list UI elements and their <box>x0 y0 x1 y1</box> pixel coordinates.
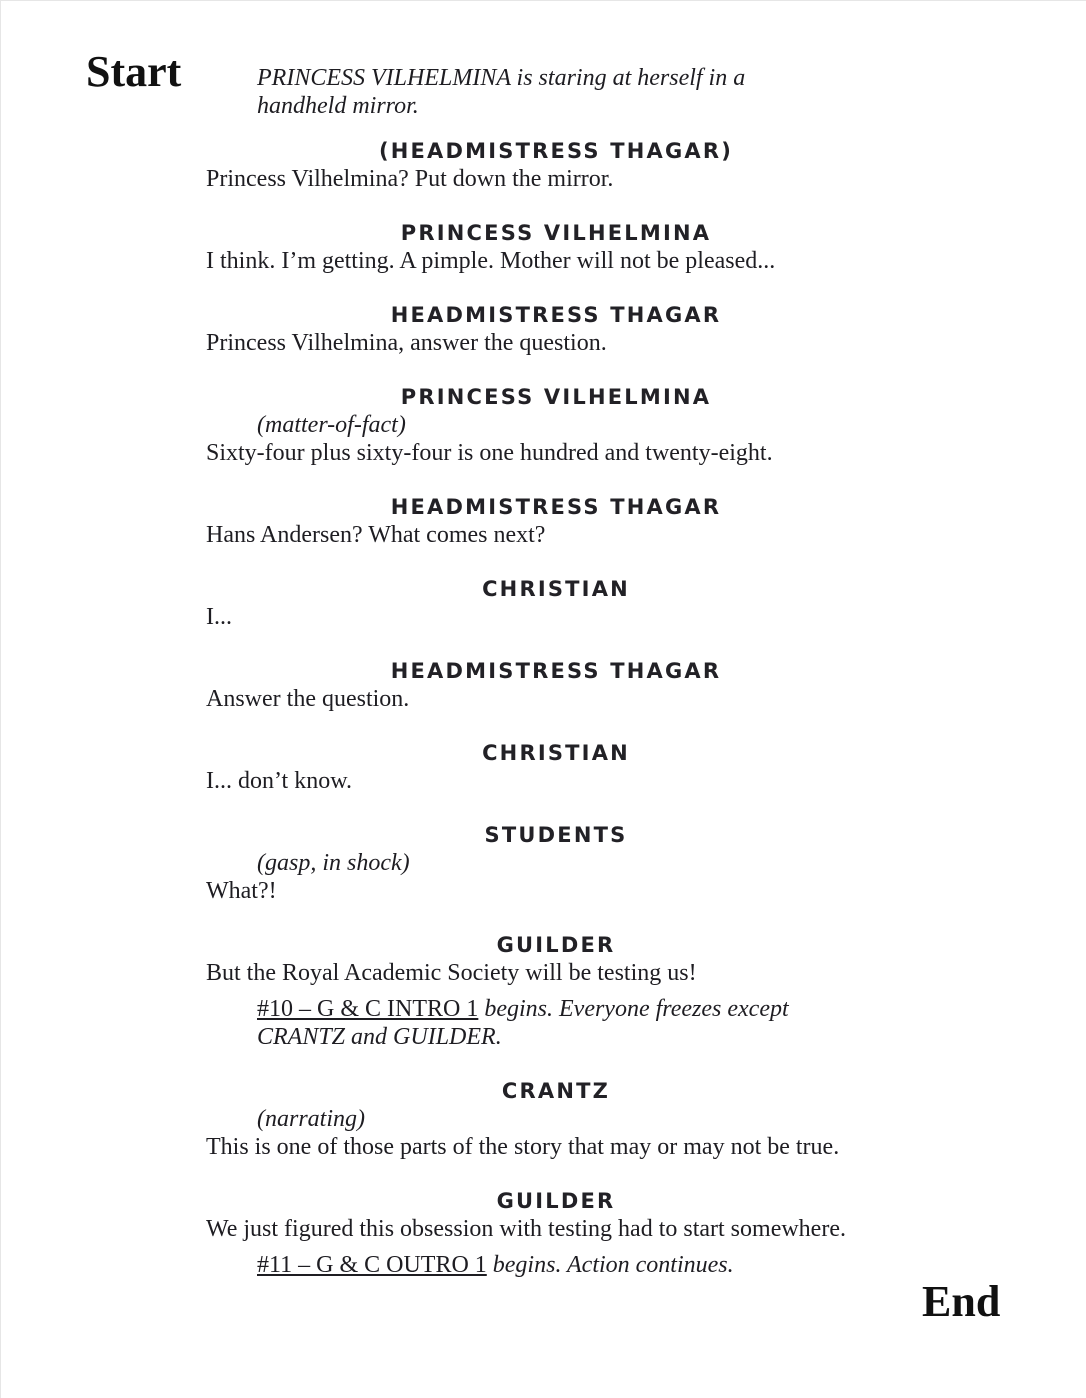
character-cue: CRANTZ <box>501 1079 611 1103</box>
dialogue-line: We just figured this obsession with testing had to start somewhere. <box>206 1216 846 1242</box>
music-cue-ref: #10 – G & C INTRO 1 <box>257 996 479 1022</box>
character-cue: GUILDER <box>496 1189 616 1213</box>
character-cue: HEADMISTRESS THAGAR <box>390 303 722 327</box>
dialogue-block <box>206 219 906 275</box>
stage-direction-intro: PRINCESS VILHELMINA is staring at herself in a handheld mirror. <box>257 65 746 119</box>
dialogue-block <box>206 739 906 795</box>
script-body <box>206 137 906 1305</box>
dialogue-line: Sixty-four plus sixty-four is one hundred and twenty-eight. <box>206 440 773 466</box>
start-marker: Start <box>86 47 182 96</box>
music-cue-ref: #11 – G & C OUTRO 1 <box>257 1252 487 1278</box>
character-cue: PRINCESS VILHELMINA <box>400 385 712 409</box>
stage-direction-text: begins. Action continues. <box>486 1252 734 1278</box>
parenthetical: (matter-of-fact) <box>257 412 406 438</box>
character-cue: (HEADMISTRESS THAGAR) <box>378 139 734 163</box>
dialogue-line: I... <box>206 604 232 630</box>
dialogue-block <box>206 493 906 549</box>
dialogue-block <box>206 301 906 357</box>
character-cue: CHRISTIAN <box>482 741 630 765</box>
dialogue-line: I... don’t know. <box>206 768 352 794</box>
dialogue-block <box>206 575 906 631</box>
dialogue-line: Princess Vilhelmina, answer the question. <box>206 330 607 356</box>
dialogue-line: What?! <box>206 878 277 904</box>
dialogue-block <box>206 821 906 905</box>
parenthetical: (narrating) <box>257 1106 365 1132</box>
dialogue-line: Answer the question. <box>206 686 410 712</box>
character-cue: HEADMISTRESS THAGAR <box>390 659 722 683</box>
stage-direction-text: begins. Everyone freezes except CRANTZ and GUILDER. <box>257 996 789 1050</box>
dialogue-block <box>206 1187 906 1279</box>
dialogue-line: This is one of those parts of the story that may or may not be true. <box>206 1134 840 1160</box>
dialogue-line: Princess Vilhelmina? Put down the mirror. <box>206 166 614 192</box>
character-cue: GUILDER <box>496 933 616 957</box>
stage-direction <box>257 1251 867 1279</box>
character-cue: HEADMISTRESS THAGAR <box>390 495 722 519</box>
dialogue-block <box>206 931 906 1051</box>
dialogue-line: But the Royal Academic Society will be testing us! <box>206 960 697 986</box>
dialogue-block <box>206 657 906 713</box>
character-cue: CHRISTIAN <box>482 577 630 601</box>
dialogue-block <box>206 383 906 467</box>
end-marker: End <box>922 1277 1001 1326</box>
character-cue: STUDENTS <box>484 823 628 847</box>
stage-direction <box>257 995 867 1051</box>
character-cue: PRINCESS VILHELMINA <box>400 221 712 245</box>
dialogue-line: Hans Andersen? What comes next? <box>206 522 546 548</box>
parenthetical: (gasp, in shock) <box>257 850 410 876</box>
dialogue-line: I think. I’m getting. A pimple. Mother will not be pleased... <box>206 248 776 274</box>
dialogue-block <box>206 1077 906 1161</box>
dialogue-block <box>206 137 906 193</box>
